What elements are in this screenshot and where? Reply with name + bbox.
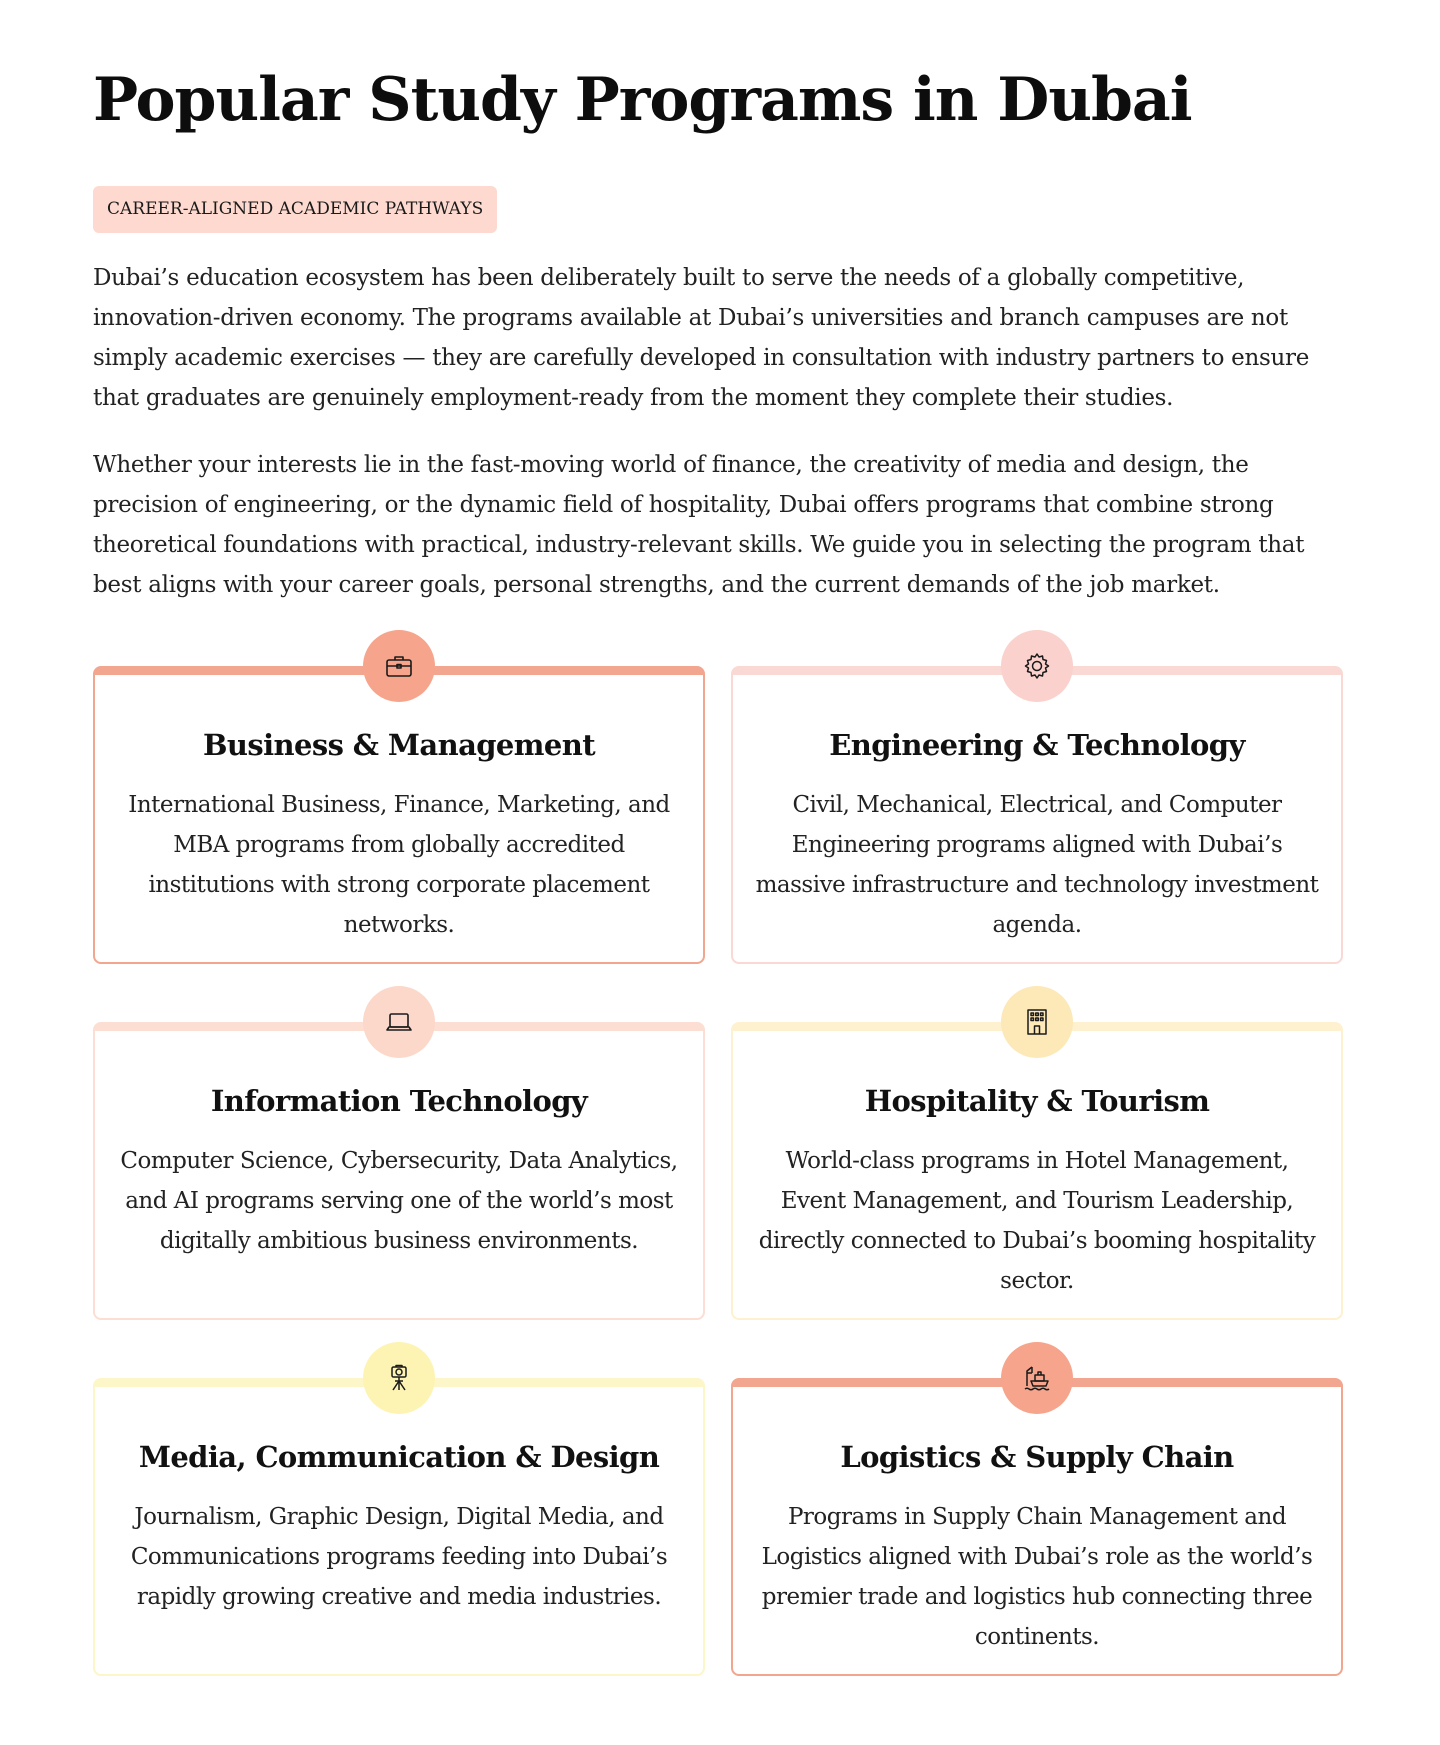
gear-icon <box>1001 630 1073 702</box>
intro-paragraph-2: Whether your interests lie in the fast-moving world of finance, the creativity of media and design, the precision of engineering, or the dynamic field of hospitality, Dubai offers programs that combine strong theoretical foundations with practical, industry-relevant skills. We guide you in selecting the program that best aligns with your career goals, personal strengths, and the current demands of the job market. <box>93 452 1305 598</box>
program-title: Business & Management <box>202 728 595 762</box>
section-badge: CAREER-ALIGNED ACADEMIC PATHWAYS <box>93 186 497 233</box>
cargo-ship-icon <box>1001 1342 1073 1414</box>
page-title: Popular Study Programs in Dubai <box>93 65 1192 135</box>
program-title: Engineering & Technology <box>829 728 1245 762</box>
program-title: Media, Communication & Design <box>138 1440 660 1474</box>
laptop-icon <box>363 986 435 1058</box>
program-card-engineering <box>731 666 1343 964</box>
program-card-logistics <box>731 1378 1343 1676</box>
program-card-it <box>93 1022 705 1320</box>
video-camera-icon <box>363 1342 435 1414</box>
program-description: Computer Science, Cybersecurity, Data Analytics, and AI programs serving one of the world’s most digitally ambitious business environments. <box>120 1148 678 1254</box>
program-card-business <box>93 666 705 964</box>
program-card-media <box>93 1378 705 1676</box>
program-title: Information Technology <box>210 1084 588 1118</box>
briefcase-icon <box>363 630 435 702</box>
intro-paragraph-1: Dubai’s education ecosystem has been deliberately built to serve the needs of a globally competitive, innovation-driven economy. The programs available at Dubai’s universities and branch campuses are not simply academic exercises — they are carefully developed in consultation with industry partners to ensure that graduates are genuinely employment-ready from the moment they complete their studies. <box>93 265 1310 411</box>
program-title: Logistics & Supply Chain <box>840 1440 1234 1474</box>
program-description: Journalism, Graphic Design, Digital Media, and Communications programs feeding into Dubai’s rapidly growing creative and media industries. <box>130 1504 668 1610</box>
program-title: Hospitality & Tourism <box>864 1084 1210 1118</box>
program-description: Civil, Mechanical, Electrical, and Computer Engineering programs aligned with Dubai’s massive infrastructure and technology investment agenda. <box>755 792 1319 938</box>
program-description: Programs in Supply Chain Management and Logistics aligned with Dubai’s role as the world’s premier trade and logistics hub connecting three continents. <box>761 1504 1313 1650</box>
program-description: World-class programs in Hotel Management, Event Management, and Tourism Leadership, directly connected to Dubai’s booming hospitality sector. <box>758 1148 1316 1294</box>
program-description: International Business, Finance, Marketing, and MBA programs from globally accredited institutions with strong corporate placement networks. <box>128 792 670 938</box>
program-card-hospitality <box>731 1022 1343 1320</box>
hotel-icon <box>1001 986 1073 1058</box>
